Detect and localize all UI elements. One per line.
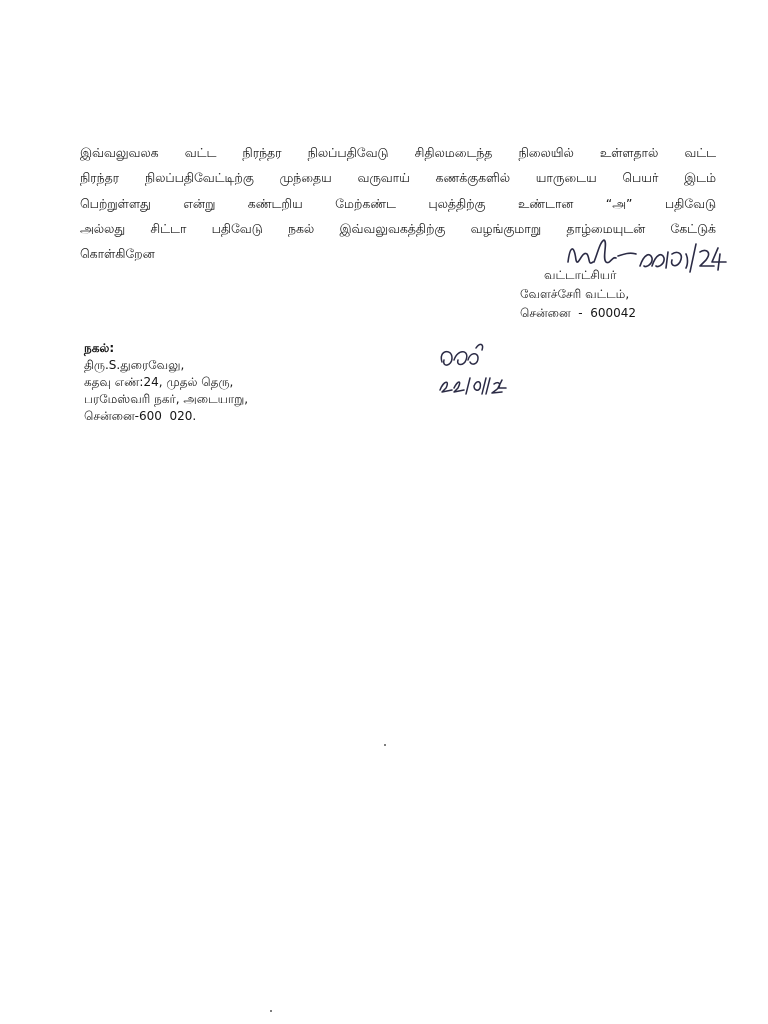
scan-speck: [270, 1010, 272, 1012]
letter-line-2: நிரந்தர நிலப்பதிவேட்டிற்கு முந்தைய வருவாய் கணக்குகளில் யாருடைய பெயர் இடம்: [80, 170, 716, 186]
letter-line-1: இவ்வலுவலக வட்ட நிரந்தர நிலப்பதிவேடு சிதிலமடைந்த நிலையில் உள்ளதால் வட்ட: [80, 145, 716, 160]
recipient-area: பரமேஸ்வரி நகர், அடையாறு,: [84, 392, 249, 406]
scan-speck: [384, 744, 386, 746]
signature-block: [520, 266, 636, 323]
copy-to-heading: நகல்:: [84, 341, 115, 355]
handwritten-initials: [430, 338, 510, 396]
signatory-role: வட்டாட்சியர்: [544, 268, 617, 282]
signatory-office: வேளச்சேரி வட்டம்,: [520, 287, 630, 301]
letter-line-3: பெற்றுள்ளது என்று கண்டறிய மேற்கண்ட புலத்திற்கு உண்டான “அ” பதிவேடு: [80, 195, 716, 211]
recipient-name: திரு.S.துரைவேலு,: [84, 358, 185, 372]
letter-line-4: அல்லது சிட்டா பதிவேடு நகல் இவ்வலுவகத்திற்கு வழங்குமாறு தாழ்மையுடன் கேட்டுக்: [80, 220, 716, 236]
recipient-door: கதவு எண்:24, முதல் தெரு,: [84, 375, 234, 389]
copy-to-block: [84, 340, 248, 425]
recipient-city: சென்னை-600 020.: [84, 409, 197, 423]
signatory-city: சென்னை - 600042: [520, 306, 637, 320]
letter-line-5: கொள்கிறேன: [80, 246, 155, 262]
